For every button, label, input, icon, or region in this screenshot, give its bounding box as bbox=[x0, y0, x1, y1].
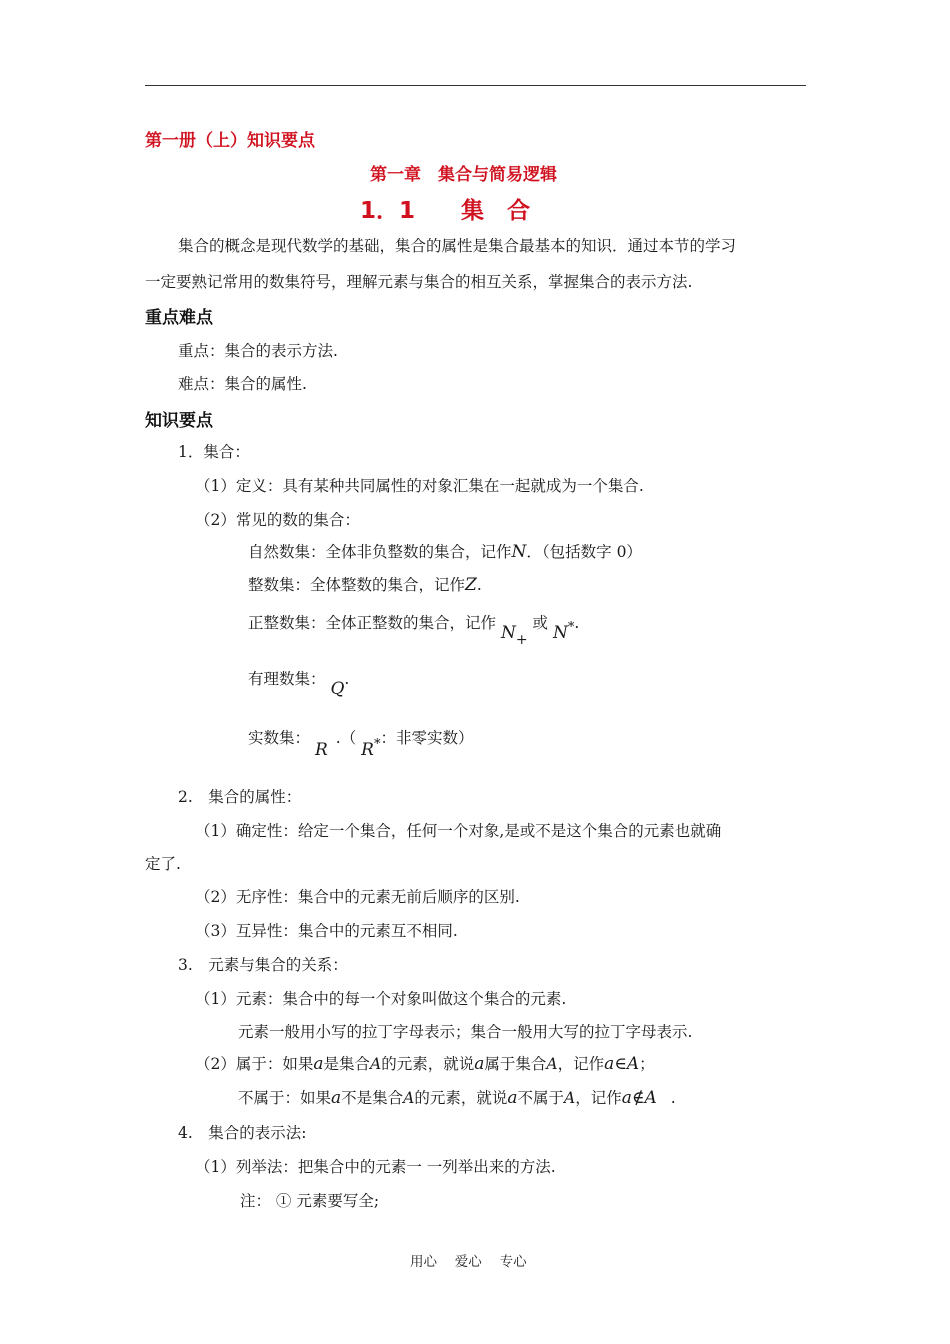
item4-note: 注： ① 元素要写全; bbox=[240, 1192, 380, 1210]
page-footer: 用心 爱心 专心 bbox=[410, 1254, 527, 1270]
item3-element: （1）元素：集合中的每一个对象叫做这个集合的元素. bbox=[195, 990, 567, 1008]
intro-line-2: 一定要熟记常用的数集符号，理解元素与集合的相互关系，掌握集合的表示方法. bbox=[145, 273, 693, 291]
item4-title: 4. 集合的表示法: bbox=[178, 1124, 307, 1142]
rational-symbol: Q bbox=[330, 679, 345, 699]
integer-period: . bbox=[476, 576, 482, 594]
key-points-heading: 重点难点 bbox=[145, 308, 213, 328]
real-label: 实数集： bbox=[248, 729, 311, 747]
posint-symbol-2: N* bbox=[552, 620, 575, 643]
posint-period: . bbox=[574, 614, 580, 632]
item3-element-note: 元素一般用小写的拉丁字母表示；集合一般用大写的拉丁字母表示. bbox=[238, 1023, 693, 1041]
integer-label: 整数集：全体整数的集合，记作 bbox=[248, 576, 466, 594]
rationals-line bbox=[248, 667, 350, 699]
not-belongs-formula: a∉A bbox=[621, 1088, 657, 1108]
real-mid: .（ bbox=[335, 729, 357, 747]
natural-numbers-line bbox=[248, 540, 642, 562]
knowledge-heading: 知识要点 bbox=[145, 411, 213, 431]
item4-enumeration: （1）列举法：把集合中的元素一 一列举出来的方法. bbox=[195, 1158, 556, 1176]
real-symbol: R bbox=[314, 740, 328, 760]
posint-or: 或 bbox=[532, 614, 549, 632]
natural-symbol: N bbox=[511, 542, 527, 562]
belongs-formula: a∈A bbox=[604, 1054, 640, 1074]
item1-title: 1．集合： bbox=[178, 443, 250, 461]
book-title: 第一册（上）知识要点 bbox=[145, 131, 315, 151]
positive-integers-line bbox=[248, 611, 580, 648]
header-rule bbox=[145, 85, 806, 86]
item3-not-belongs: 不属于：如果a不是集合A的元素，就说a不属于A，记作a∉A . bbox=[238, 1088, 676, 1108]
item1-definition: （1）定义：具有某种共同属性的对象汇集在一起就成为一个集合. bbox=[195, 477, 644, 495]
item3-title: 3. 元素与集合的关系： bbox=[178, 956, 348, 974]
real-note: ：非零实数） bbox=[380, 729, 474, 747]
difficulty-point: 难点：集合的属性. bbox=[178, 375, 307, 393]
focus-point: 重点：集合的表示方法. bbox=[178, 342, 338, 360]
chapter-title: 第一章 集合与简易逻辑 bbox=[370, 165, 557, 185]
item2-unordered: （2）无序性：集合中的元素无前后顺序的区别. bbox=[195, 888, 520, 906]
reals-line bbox=[248, 726, 474, 760]
posint-label: 正整数集：全体正整数的集合，记作 bbox=[248, 614, 497, 632]
rational-period: . bbox=[344, 670, 350, 688]
natural-label: 自然数集：全体非负整数的集合，记作 bbox=[248, 543, 512, 561]
natural-note: ．（包括数字 0） bbox=[526, 543, 642, 561]
section-title: 1．1 集 合 bbox=[360, 198, 531, 224]
item2-title: 2. 集合的属性： bbox=[178, 788, 302, 806]
intro-line-1: 集合的概念是现代数学的基础，集合的属性是集合最基本的知识．通过本节的学习 bbox=[178, 237, 737, 255]
real-nonzero-symbol: R* bbox=[361, 737, 381, 760]
integers-line bbox=[248, 573, 482, 595]
integer-symbol: Z bbox=[465, 575, 477, 595]
posint-symbol-1: $N_+$ bbox=[500, 623, 528, 648]
item2-distinct: （3）互异性：集合中的元素互不相同. bbox=[195, 922, 458, 940]
item3-belongs: （2）属于：如果a是集合A的元素，就说a属于集合A，记作a∈A； bbox=[195, 1054, 655, 1074]
item2-certainty-2: 定了. bbox=[145, 855, 181, 873]
item2-certainty-1: （1）确定性：给定一个集合，任何一个对象,是或不是这个集合的元素也就确 bbox=[195, 822, 722, 840]
item1-common-sets: （2）常见的数的集合： bbox=[195, 511, 360, 529]
rational-label: 有理数集： bbox=[248, 670, 326, 688]
